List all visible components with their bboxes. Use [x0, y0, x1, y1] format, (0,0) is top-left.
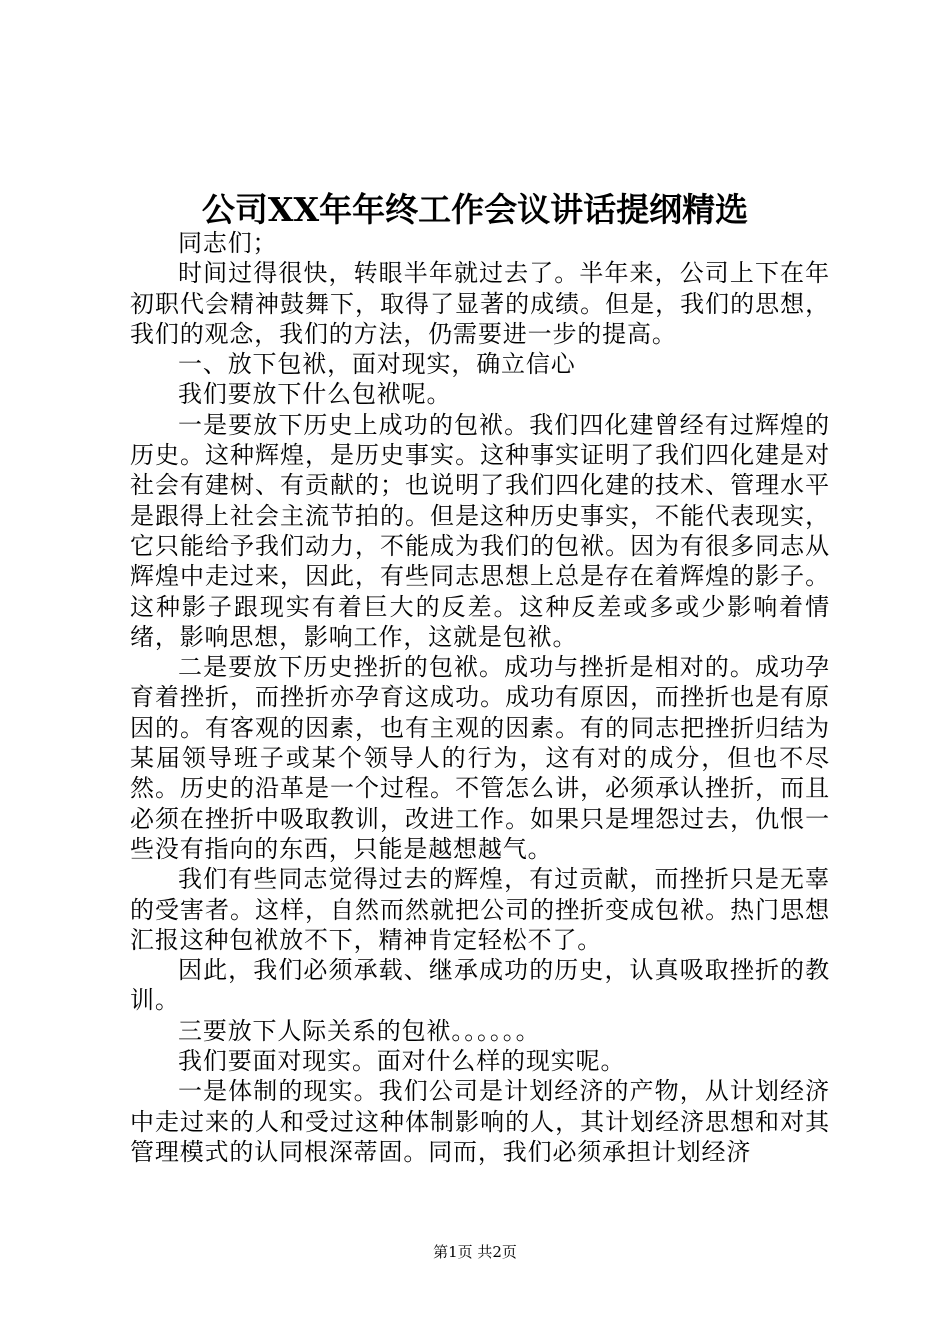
paragraph: 一是要放下历史上成功的包袱。我们四化建曾经有过辉煌的历史。这种辉煌，是历史事实。这种事实证明了我们四化建是对社会有建树、有贡献的；也说明了我们四化建的技术、管理水平是跟得上社会主流节拍的。但是这种历史事实，不能代表现实，它只能给予我们动力，不能成为我们的包袱。因为有很多同志从辉煌中走过来，因此，有些同志思想上总是存在着辉煌的影子。这种影子跟现实有着巨大的反差。这种反差或多或少影响着情绪，影响思想，影响工作，这就是包袱。 — [130, 410, 830, 651]
paragraph: 时间过得很快，转眼半年就过去了。半年来，公司上下在年初职代会精神鼓舞下，取得了显著的成绩。但是，我们的思想，我们的观念，我们的方法，仍需要进一步的提高。 — [130, 259, 830, 348]
paragraph: 一是体制的现实。我们公司是计划经济的产物，从计划经济中走过来的人和受过这种体制影响的人，其计划经济思想和对其管理模式的认同根深蒂固。同而，我们必须承担计划经济 — [130, 1077, 830, 1166]
paragraph: 我们要放下什么包袱呢。 — [178, 380, 452, 409]
paragraph-salutation: 同志们； — [178, 229, 278, 257]
section-heading: 一、放下包袱，面对现实，确立信心 — [178, 350, 576, 379]
paragraph: 二是要放下历史挫折的包袱。成功与挫折是相对的。成功孕育着挫折，而挫折亦孕育这成功。成功有原因，而挫折也是有原因的。有客观的因素，也有主观的因素。有的同志把挫折归结为某届领导班子或某个领导人的行为，这有对的成分，但也不尽然。历史的沿革是一个过程。不管怎么讲，必须承认挫折，而且必须在挫折中吸取教训，改进工作。如果只是埋怨过去，仇恨一些没有指向的东西，只能是越想越气。 — [130, 653, 830, 863]
paragraph: 我们要面对现实。面对什么样的现实呢。 — [178, 1047, 626, 1076]
paragraph: 三要放下人际关系的包袱。。。。。。 — [178, 1016, 541, 1045]
paragraph: 我们有些同志觉得过去的辉煌，有过贡献，而挫折只是无辜的受害者。这样，自然而然就把公司的挫折变成包袱。热门思想汇报这种包袱放不下，精神肯定轻松不了。 — [130, 865, 830, 954]
page-footer: 第1页 共2页 — [433, 1243, 517, 1261]
document-body — [130, 228, 830, 1167]
paragraph: 因此，我们必须承载、继承成功的历史，认真吸取挫折的教训。 — [130, 956, 830, 1015]
document-title: 公司XX年年终工作会议讲话提纲精选 — [201, 190, 749, 229]
